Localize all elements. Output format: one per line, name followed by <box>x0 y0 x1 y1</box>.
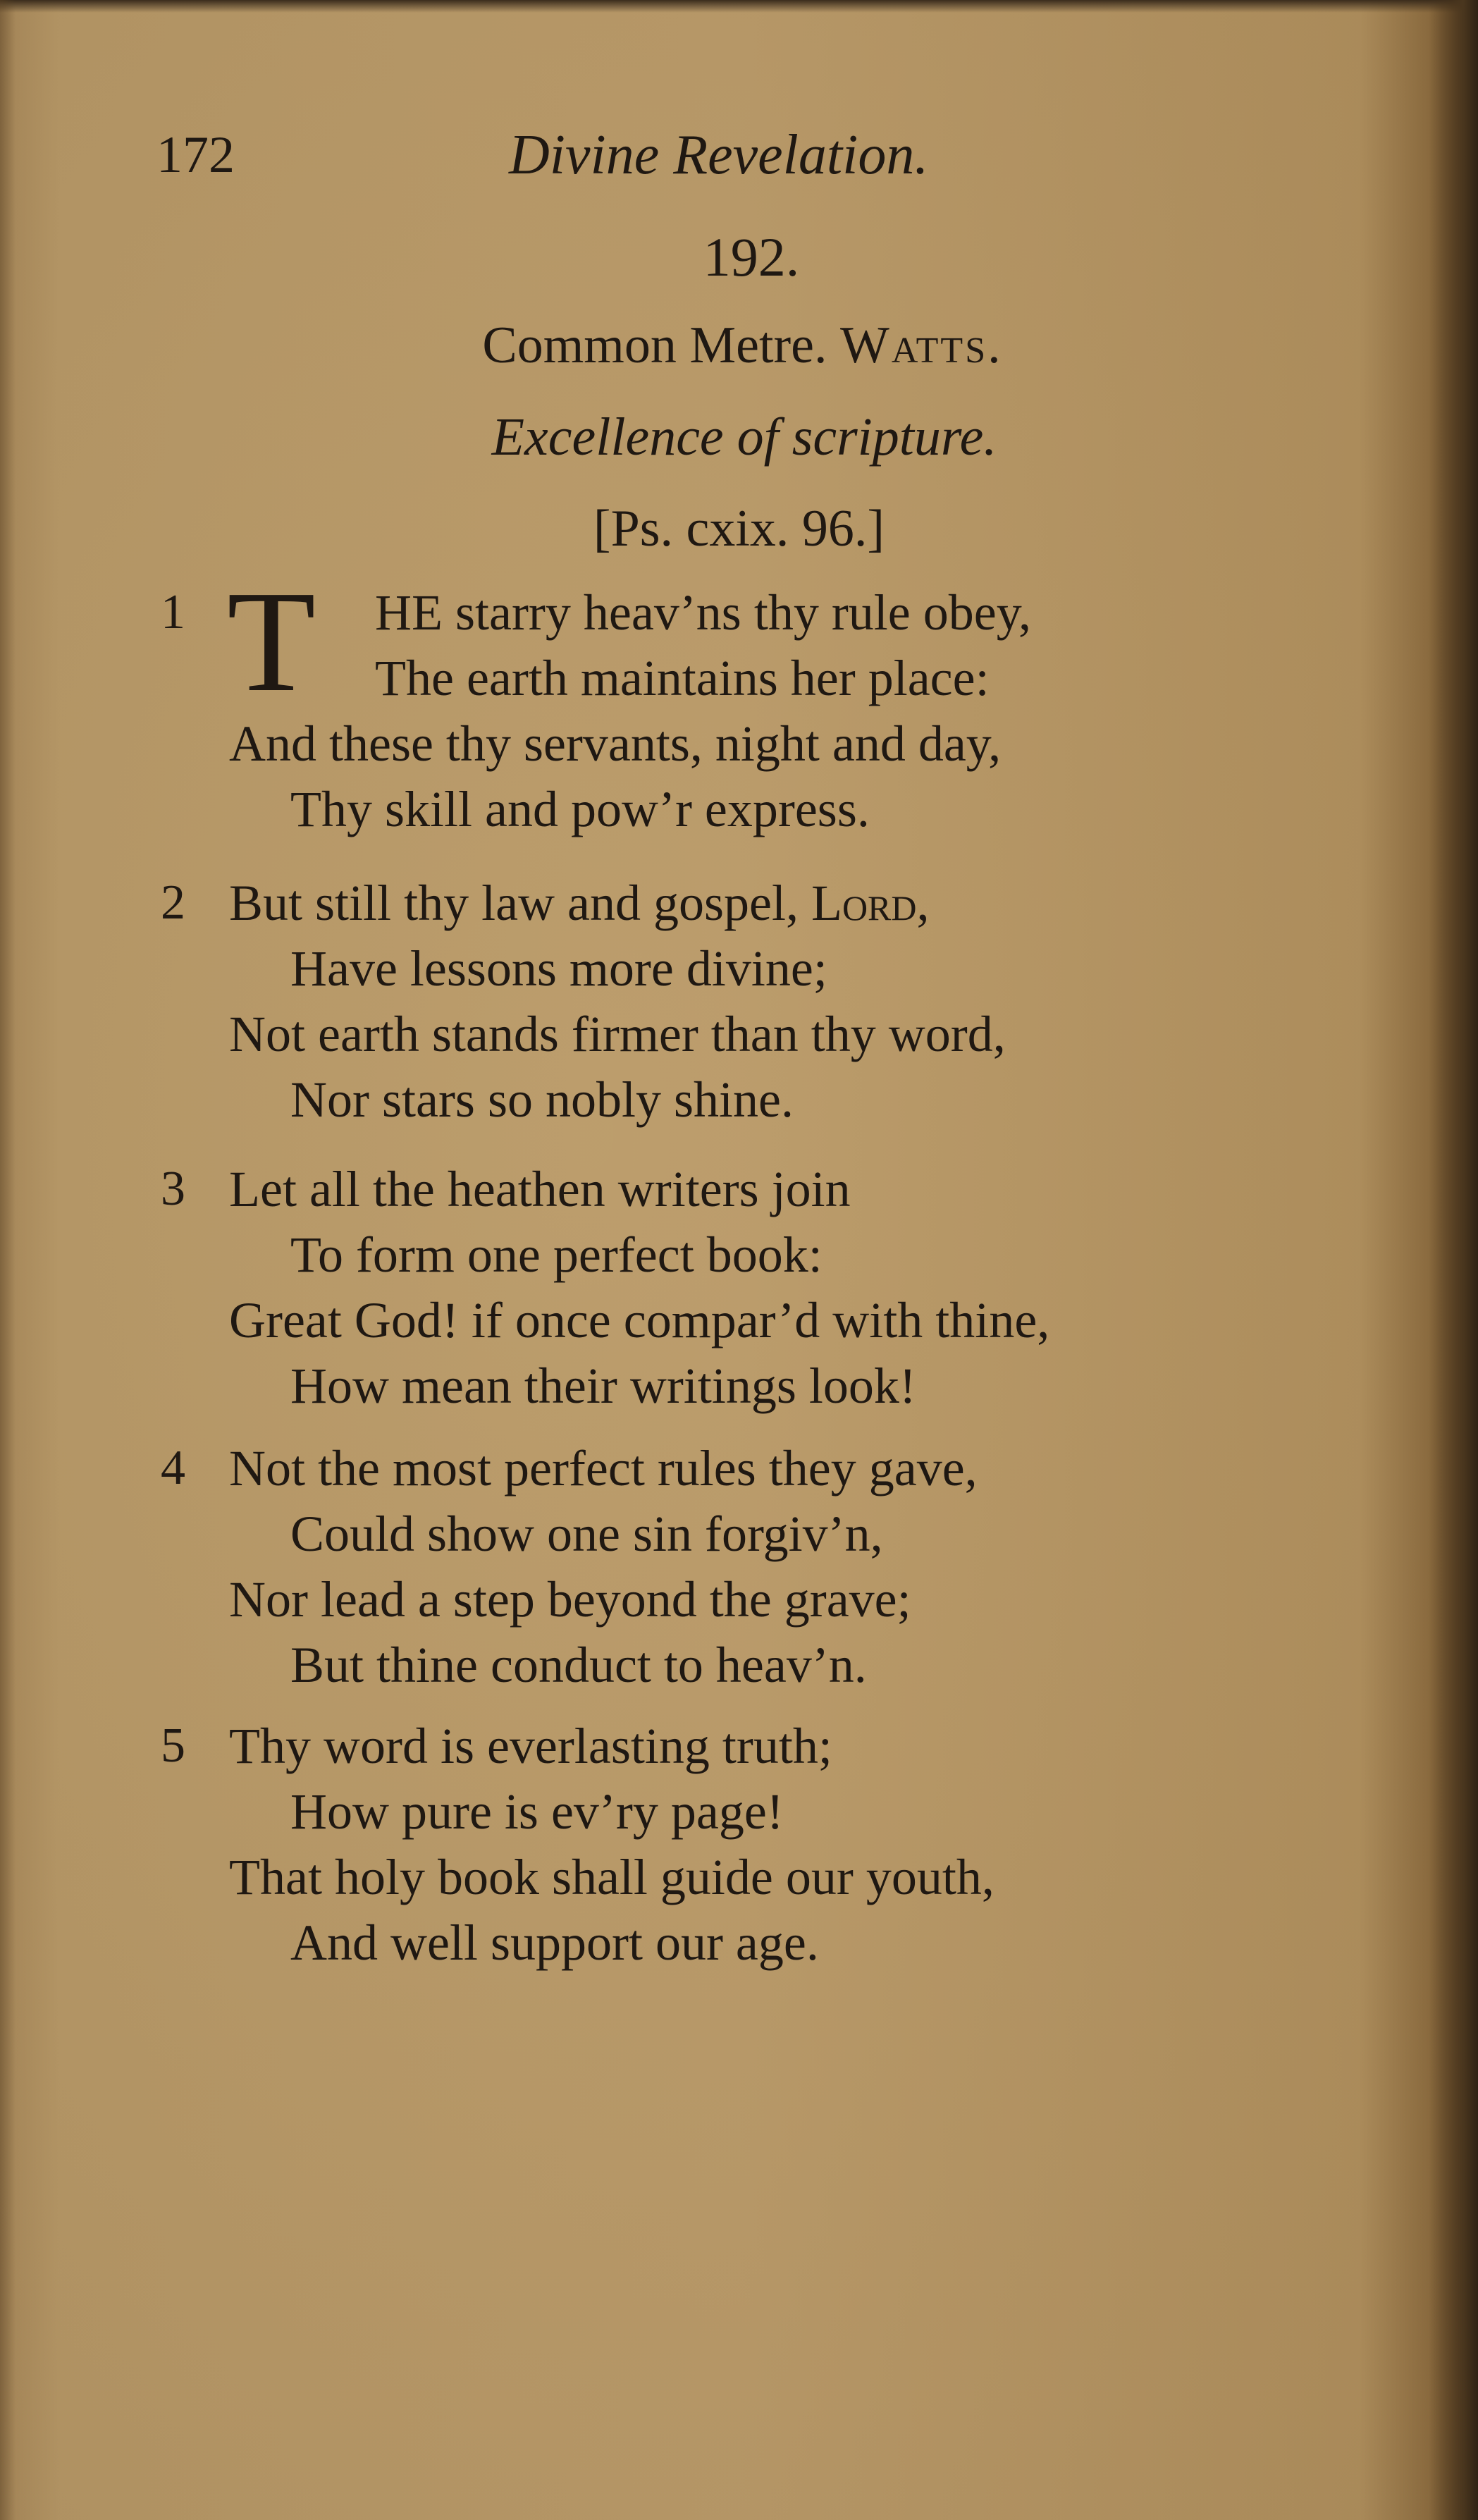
lord-small-caps: Lord <box>811 875 917 931</box>
verse-line: To form one perfect book: <box>290 1227 823 1283</box>
verse-line: But thine conduct to heav’n. <box>290 1637 867 1693</box>
verse-line: Not earth stands firmer than thy word, <box>229 1006 1006 1062</box>
verse-line: Thy word is everlasting truth; <box>229 1718 832 1774</box>
scripture-reference: [Ps. cxix. 96.] <box>593 500 885 558</box>
running-title: Divine Revelation. <box>509 124 929 186</box>
verse-line-text: But still thy law and gospel, <box>229 875 799 931</box>
verse-line: The earth maintains her place: <box>375 650 990 706</box>
verse-line: HE starry heav’ns thy rule obey, <box>375 584 1032 641</box>
page-top-shadow <box>0 0 1478 13</box>
verse-line: Not the most perfect rules they gave, <box>229 1440 978 1496</box>
hymn-number: 192. <box>703 226 800 288</box>
verse-line: Thy skill and pow’r express. <box>290 781 870 837</box>
verse-line: Could show one sin forgiv’n, <box>290 1506 883 1562</box>
verse-line <box>229 870 930 936</box>
verse-line: Nor lead a step beyond the grave; <box>229 1571 911 1628</box>
verse-line: Great God! if once compar’d with thine, <box>229 1292 1050 1348</box>
hymn-author: Watts. <box>840 316 1003 374</box>
verse-line-punctuation: , <box>916 875 930 931</box>
verse-number: 3 <box>161 1162 185 1216</box>
verse-number: 4 <box>161 1441 185 1495</box>
hymn-metre-line <box>0 310 1478 381</box>
verse-line: And well support our age. <box>290 1914 819 1971</box>
hymn-subject: Excellence of scripture. <box>491 407 997 467</box>
verse-line: How mean their writings look! <box>290 1358 916 1414</box>
verse-line: Nor stars so nobly shine. <box>290 1071 794 1128</box>
verse-line: Have lessons more divine; <box>290 940 827 997</box>
verse-line: How pure is ev’ry page! <box>290 1783 784 1840</box>
page-header <box>156 120 1284 197</box>
drop-cap: T <box>227 560 316 722</box>
hymn-metre: Common Metre. <box>482 316 827 374</box>
verse-line: Let all the heathen writers join <box>229 1161 851 1217</box>
page-number: 172 <box>156 126 235 184</box>
verse-line: And these thy servants, night and day, <box>229 715 1002 772</box>
verse-number: 1 <box>161 585 185 639</box>
verse-number: 5 <box>161 1719 185 1773</box>
verse-number: 2 <box>161 875 185 930</box>
verse-line: That holy book shall guide our youth, <box>229 1849 994 1905</box>
